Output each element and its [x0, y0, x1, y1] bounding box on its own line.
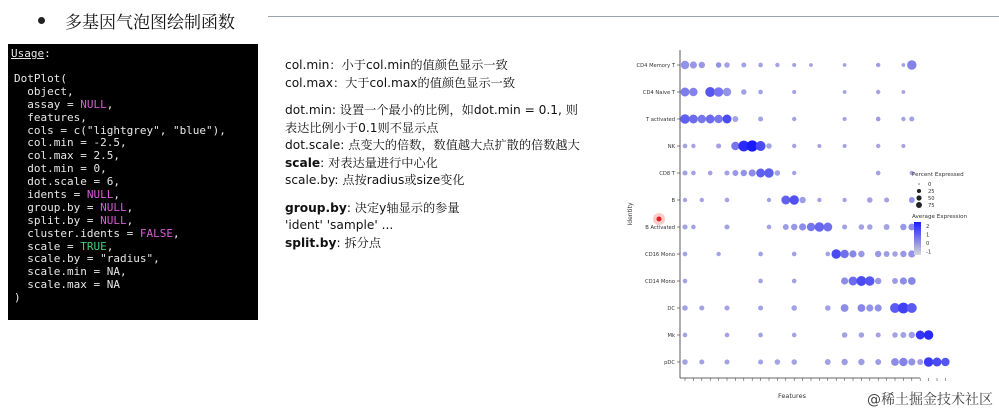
dot-point: [908, 358, 915, 365]
dot-point: [724, 170, 729, 175]
dot-point: [884, 224, 890, 230]
code-line: cols = c("lightgrey", "blue"),: [14, 123, 226, 137]
dot-point: [683, 279, 688, 284]
dot-point: [758, 252, 763, 257]
dot-point: [775, 170, 781, 176]
y-tick-label: CD8 T: [659, 171, 675, 177]
note-line: dot.min: 设置一个最小的比例，如dot.min = 0.1, 则表达比例小于0.1则不显示点: [285, 103, 578, 135]
dot-point: [680, 114, 689, 123]
note-line: col.min：小于col.min的值颜色显示一致: [285, 58, 508, 72]
dot-point: [892, 251, 898, 257]
legend-size-label: 25: [928, 189, 935, 195]
dot-point: [775, 359, 781, 365]
legend-color-label: 0: [926, 241, 930, 247]
code-line: DotPlot(: [14, 72, 67, 85]
dot-point: [716, 252, 720, 256]
dot-point: [858, 304, 866, 312]
dot-point: [809, 63, 813, 67]
dot-point: [902, 63, 906, 67]
dot-point: [909, 197, 915, 203]
dot-point: [792, 144, 796, 148]
dot-point: [892, 278, 898, 284]
dot-point: [792, 171, 796, 175]
dot-point: [724, 224, 729, 229]
dot-point: [843, 144, 847, 148]
code-panel: [8, 44, 258, 320]
legend-size-label: 75: [928, 203, 935, 209]
title-divider: [268, 16, 999, 17]
dot-point: [681, 61, 689, 69]
dot-point: [724, 305, 729, 310]
legend-color-label: 2: [926, 224, 930, 230]
note-line: 'ident' 'sample' ...: [285, 218, 394, 232]
dot-point: [783, 224, 789, 230]
dot-point: [907, 303, 917, 313]
legend-size-label: 50: [928, 196, 935, 202]
dot-point: [900, 332, 906, 338]
dot-point: [924, 357, 933, 366]
note-line: split.by: 拆分点: [285, 235, 382, 250]
dot-point: [758, 90, 763, 95]
y-tick-label: pDC: [664, 360, 675, 366]
dot-point: [792, 117, 796, 121]
dot-point: [714, 87, 723, 96]
dot-point: [741, 170, 747, 176]
dot-point: [858, 359, 864, 365]
dot-point: [690, 61, 697, 68]
dot-point: [825, 305, 831, 311]
dot-point: [924, 330, 933, 339]
dot-point: [876, 332, 881, 337]
dot-point: [682, 224, 687, 229]
dot-point: [792, 90, 796, 94]
y-tick-label: DC: [667, 306, 675, 312]
dot-point: [842, 224, 847, 229]
dot-point: [749, 169, 756, 176]
dot-point: [767, 198, 771, 202]
dot-point: [843, 90, 847, 94]
dot-point: [716, 143, 721, 148]
y-tick-label: Mk: [667, 333, 675, 339]
dot-point: [691, 144, 695, 148]
dot-point: [867, 197, 873, 203]
dot-point: [899, 358, 907, 366]
dot-point: [892, 332, 898, 338]
dot-point: [691, 225, 696, 230]
dot-point: [723, 115, 732, 124]
dot-point: [775, 63, 779, 67]
code-line: scale.max = NA: [14, 278, 120, 292]
code-line: scale.by = "radius",: [14, 252, 160, 266]
legend-size-label: 0: [928, 182, 932, 188]
usage-label: Usage:: [11, 47, 51, 60]
dot-point: [758, 359, 763, 364]
dot-point: [842, 332, 848, 338]
note-line: scale.by: 点按radius或size变化: [285, 173, 465, 187]
dot-point: [823, 223, 832, 232]
dot-point: [917, 359, 923, 365]
dot-point: [841, 304, 849, 312]
dot-point: [900, 277, 907, 284]
dot-point: [681, 88, 690, 97]
code-lines: [14, 73, 226, 305]
note-line: group.by: 决定y轴显示的参量: [285, 200, 460, 215]
dot-point: [831, 249, 840, 258]
legend-size-title: Percent Expressed: [912, 172, 964, 178]
dot-point: [792, 252, 797, 257]
dot-point: [916, 331, 925, 340]
code-line: group.by = NULL,: [14, 200, 134, 214]
y-tick-label: B Activated: [645, 225, 675, 231]
dot-point: [856, 276, 866, 286]
dot-point: [683, 198, 687, 202]
y-tick-label: T activated: [645, 117, 675, 123]
dot-point: [867, 224, 873, 230]
dot-point: [843, 63, 847, 67]
code-line: object,: [14, 84, 74, 98]
dot-point: [792, 333, 797, 338]
parameter-notes: [285, 57, 585, 252]
dot-point: [849, 250, 856, 257]
dot-point: [866, 304, 873, 311]
legend-size-dot: [918, 183, 919, 184]
dot-point: [766, 143, 772, 149]
dot-point: [700, 198, 704, 202]
dot-point: [725, 198, 730, 203]
dot-point: [901, 144, 905, 148]
dot-point: [841, 277, 848, 284]
dot-point: [792, 279, 797, 284]
dot-point: [756, 141, 766, 151]
dot-point: [724, 62, 730, 68]
dot-point: [817, 198, 821, 202]
dot-point: [875, 251, 881, 257]
legend-color-bar: [914, 222, 921, 255]
watermark: @稀土掘金技术社区: [867, 392, 993, 408]
dot-point: [909, 332, 915, 338]
y-tick-label: CD16 Mono: [645, 252, 675, 258]
dot-point: [724, 359, 729, 364]
dot-point: [875, 278, 881, 284]
dot-point: [907, 60, 916, 69]
dot-point: [825, 359, 831, 365]
dot-point: [858, 251, 864, 257]
code-line: dot.scale = 6,: [14, 175, 120, 189]
dot-point: [791, 224, 797, 230]
dot-point: [843, 117, 847, 121]
dot-point: [683, 333, 688, 338]
code-line: assay = NULL,: [14, 97, 114, 111]
dot-point: [842, 198, 846, 202]
dot-point: [799, 223, 806, 230]
dot-point: [682, 305, 688, 311]
dot-point: [859, 332, 865, 338]
dot-point: [682, 170, 687, 175]
code-line: features,: [14, 110, 87, 124]
dot-point: [865, 276, 874, 285]
dot-point: [758, 116, 763, 121]
dot-point: [758, 279, 763, 284]
legend-size-dot: [916, 202, 922, 208]
dot-point: [708, 171, 713, 176]
dot-point: [758, 63, 763, 68]
code-line: col.min = -2.5,: [14, 136, 127, 150]
dot-point: [741, 89, 747, 95]
dot-point: [875, 304, 882, 311]
slide-title-row: [38, 6, 235, 34]
legend-size-dot: [917, 189, 921, 193]
dot-point: [699, 62, 705, 68]
dot-point: [900, 224, 906, 230]
dot-point: [764, 168, 773, 177]
dot-point: [741, 62, 746, 67]
dot-point: [725, 333, 730, 338]
dot-point: [884, 197, 889, 202]
dot-point: [825, 252, 830, 257]
note-line: dot.scale: 点变大的倍数，数值越大点扩散的倍数越大: [285, 138, 580, 152]
bullet-icon: [38, 17, 45, 24]
dot-point: [683, 252, 688, 257]
code-line: scale = TRUE,: [14, 239, 114, 253]
legend-color-label: 1: [926, 232, 930, 239]
dot-point: [682, 359, 688, 365]
dot-point: [691, 171, 696, 176]
code-line: scale.min = NA,: [14, 265, 127, 279]
y-tick-label: B: [671, 198, 675, 204]
code-line: cluster.idents = FALSE,: [14, 226, 180, 240]
code-line: idents = NULL,: [14, 188, 120, 202]
dot-point: [876, 117, 881, 122]
dot-point: [849, 277, 858, 286]
legend-size-dot: [916, 195, 921, 200]
dot-point: [815, 222, 824, 231]
dot-point: [901, 117, 905, 121]
dot-point: [716, 62, 722, 68]
dot-point: [840, 250, 848, 258]
dot-point: [756, 169, 765, 178]
dot-point: [876, 63, 880, 67]
dot-plot-chart: [620, 45, 999, 415]
y-axis-title: Identity: [627, 202, 634, 226]
slide-title: 多基因气泡图绘制函数: [65, 12, 235, 33]
dot-point: [723, 88, 731, 96]
dot-point: [900, 251, 906, 257]
dot-point: [732, 116, 738, 122]
dot-point: [859, 224, 865, 230]
dot-point: [731, 142, 739, 150]
dot-point: [792, 63, 796, 67]
code-line: ): [14, 291, 21, 305]
y-tick-label: CD4 Memory T: [636, 63, 675, 69]
dot-point: [909, 116, 914, 121]
dot-point: [699, 359, 704, 364]
dot-point: [876, 171, 881, 176]
dot-point: [817, 144, 821, 148]
dot-point: [758, 305, 763, 310]
dot-point: [807, 223, 815, 231]
dot-point: [789, 195, 798, 204]
dot-point: [689, 115, 698, 124]
y-tick-label: NK: [667, 144, 675, 150]
dot-point: [791, 305, 797, 311]
dot-point: [689, 88, 697, 96]
code-line: dot.min = 0,: [14, 162, 107, 176]
dot-point: [876, 90, 880, 94]
y-tick-label: CD14 Mono: [645, 279, 675, 285]
dot-point: [683, 144, 688, 149]
dot-point: [891, 358, 899, 366]
dot-point: [732, 170, 738, 176]
dot-point: [908, 277, 916, 285]
dot-point: [767, 225, 772, 230]
note-line: col.max：大于col.max的值颜色显示一致: [285, 75, 516, 90]
dot-point: [781, 196, 790, 205]
x-axis-title: Features: [778, 392, 806, 400]
code-line: split.by = NULL,: [14, 213, 134, 227]
code-line: col.max = 2.5,: [14, 149, 120, 163]
cursor-dot: [657, 217, 662, 222]
dot-point: [902, 90, 906, 94]
dot-point: [698, 115, 706, 123]
dot-point: [933, 358, 942, 367]
legend-color-label: -1: [926, 249, 932, 256]
dot-point: [705, 87, 715, 97]
dot-point: [799, 197, 805, 203]
dot-point: [875, 359, 881, 365]
note-line: scale: 对表达量进行中心化: [285, 155, 438, 170]
dot-point: [884, 251, 890, 257]
y-tick-label: CD4 Naive T: [642, 90, 675, 96]
dot-point: [714, 115, 722, 123]
dot-point: [941, 358, 949, 366]
dot-point: [706, 115, 715, 124]
dot-point: [758, 333, 763, 338]
dot-point: [841, 359, 847, 365]
dot-point: [791, 359, 797, 365]
dot-point: [876, 144, 880, 148]
dot-point: [699, 305, 704, 310]
legend-color-title: Average Expression: [912, 214, 968, 220]
